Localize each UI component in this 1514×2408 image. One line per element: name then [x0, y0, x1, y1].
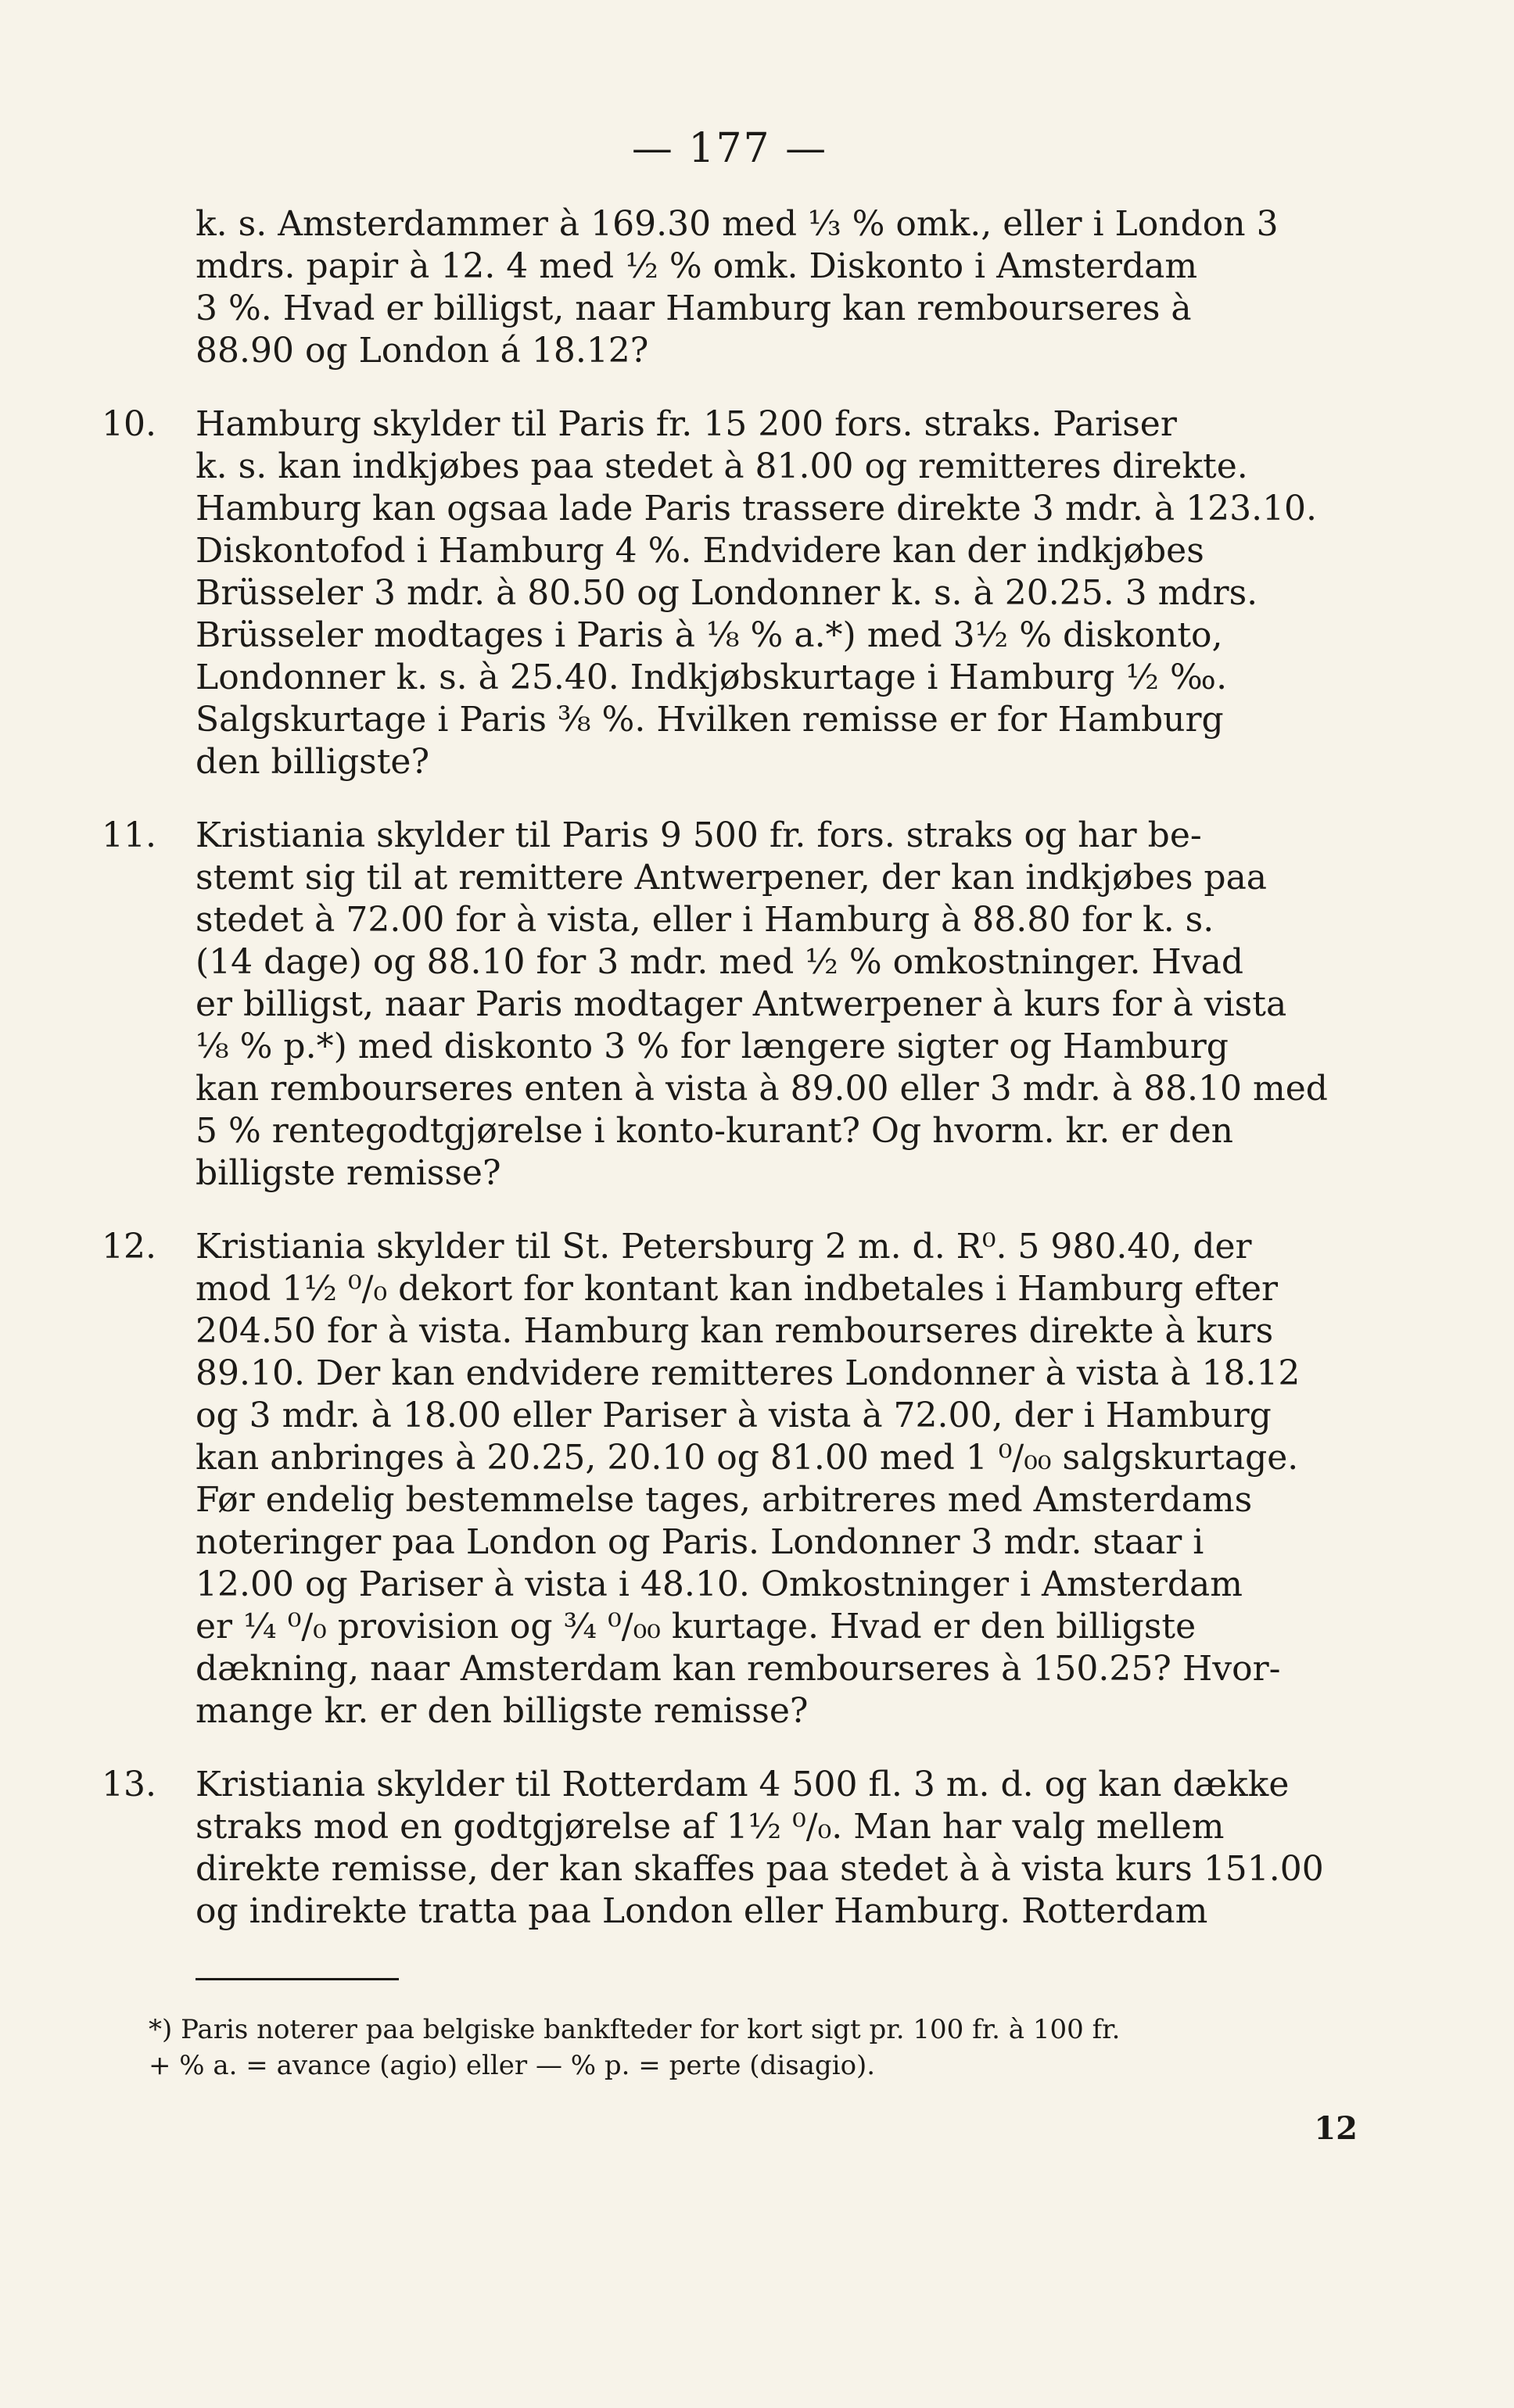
exercise-number: [102, 203, 196, 372]
exercise-text: [196, 1226, 1358, 1733]
text-line: er ¼ ⁰/₀ provision og ¾ ⁰/₀₀ kurtage. Hvad er den billigste: [196, 1607, 1196, 1647]
text-line: Hamburg kan ogsaa lade Paris trassere direkte 3 mdr. à 123.10.: [196, 489, 1318, 529]
text-line: k. s. Amsterdammer à 169.30 med ⅓ % omk., eller i London 3: [196, 204, 1279, 244]
text-line: kan anbringes à 20.25, 20.10 og 81.00 med 1 ⁰/₀₀ salgskurtage.: [196, 1438, 1299, 1478]
exercise-paragraph: [102, 1226, 1358, 1733]
footnote: [102, 2012, 1358, 2084]
text-line: Kristiania skylder til Paris 9 500 fr. fors. straks og har be-: [196, 815, 1202, 855]
text-line: den billigste?: [196, 742, 430, 782]
page-number: — 177 —: [631, 125, 828, 172]
text-line: 3 %. Hvad er billigst, naar Hamburg kan rembourseres à: [196, 288, 1192, 328]
text-line: mod 1½ ⁰/₀ dekort for kontant kan indbetales i Hamburg efter: [196, 1269, 1279, 1309]
exercise-text: [196, 1764, 1358, 1933]
text-line: mange kr. er den billigste remisse?: [196, 1691, 809, 1731]
text-line: og indirekte tratta paa London eller Hamburg. Rotterdam: [196, 1891, 1208, 1931]
exercise-number: 13.: [102, 1765, 156, 1804]
text-line: Før endelig bestemmelse tages, arbitreres med Amsterdams: [196, 1480, 1253, 1520]
text-line: 5 % rentegodtgjørelse i konto-kurant? Og hvorm. kr. er den: [196, 1111, 1233, 1151]
text-line: Kristiania skylder til St. Petersburg 2 m. d. R⁰. 5 980.40, der: [196, 1227, 1252, 1267]
text-line: 204.50 for à vista. Hamburg kan rembourseres direkte à kurs: [196, 1311, 1274, 1351]
text-line: Brüsseler modtages i Paris à ⅛ % a.*) med 3½ % diskonto,: [196, 615, 1223, 655]
text-line: mdrs. papir à 12. 4 med ½ % omk. Diskonto i Amsterdam: [196, 246, 1198, 286]
text-line: 12.00 og Pariser à vista i 48.10. Omkostninger i Amsterdam: [196, 1564, 1243, 1604]
exercise-number: 12.: [102, 1227, 156, 1267]
text-line: direkte remisse, der kan skaffes paa stedet à à vista kurs 151.00: [196, 1849, 1324, 1889]
text-line: stedet à 72.00 for à vista, eller i Hamburg à 88.80 for k. s.: [196, 900, 1214, 940]
text-line: Kristiania skylder til Rotterdam 4 500 fl. 3 m. d. og kan dække: [196, 1765, 1290, 1804]
exercise-text: [196, 403, 1358, 783]
signature-mark: 12: [1314, 2110, 1358, 2147]
text-line: stemt sig til at remittere Antwerpener, der kan indkjøbes paa: [196, 858, 1268, 898]
text-line: billigste remisse?: [196, 1153, 501, 1193]
text-line: Londonner k. s. à 25.40. Indkjøbskurtage i Hamburg ½ ‰.: [196, 658, 1228, 697]
exercise-paragraph: [102, 1764, 1358, 1933]
text-line: Hamburg skylder til Paris fr. 15 200 fors. straks. Pariser: [196, 404, 1177, 444]
exercise-paragraph: [102, 203, 1358, 372]
text-line: ⅛ % p.*) med diskonto 3 % for længere sigter og Hamburg: [196, 1027, 1229, 1066]
exercise-number: 11.: [102, 815, 156, 855]
footnote-line: + % a. = avance (agio) eller — % p. = perte (disagio).: [149, 2050, 876, 2081]
footnote-rule: [196, 1978, 399, 1980]
text-line: noteringer paa London og Paris. Londonner 3 mdr. staar i: [196, 1522, 1204, 1562]
exercise-paragraph: [102, 815, 1358, 1195]
text-line: k. s. kan indkjøbes paa stedet à 81.00 og remitteres direkte.: [196, 446, 1248, 486]
footnote-line: *) Paris noterer paa belgiske bankfteder for kort sigt pr. 100 fr. à 100 fr.: [149, 2014, 1121, 2045]
text-line: og 3 mdr. à 18.00 eller Pariser à vista à 72.00, der i Hamburg: [196, 1396, 1272, 1435]
text-line: 89.10. Der kan endvidere remitteres Londonner à vista à 18.12: [196, 1353, 1301, 1393]
exercise-list: [102, 203, 1358, 1933]
text-line: er billigst, naar Paris modtager Antwerpener à kurs for à vista: [196, 984, 1287, 1024]
text-line: 88.90 og London á 18.12?: [196, 331, 649, 371]
text-line: kan rembourseres enten à vista à 89.00 eller 3 mdr. à 88.10 med: [196, 1069, 1328, 1109]
text-line: (14 dage) og 88.10 for 3 mdr. med ½ % omkostninger. Hvad: [196, 942, 1244, 982]
text-line: Brüsseler 3 mdr. à 80.50 og Londonner k. s. à 20.25. 3 mdrs.: [196, 573, 1258, 613]
text-line: straks mod en godtgjørelse af 1½ ⁰/₀. Man har valg mellem: [196, 1807, 1225, 1847]
exercise-text: [196, 203, 1358, 372]
text-line: Diskontofod i Hamburg 4 %. Endvidere kan der indkjøbes: [196, 531, 1204, 571]
text-line: Salgskurtage i Paris ⅜ %. Hvilken remisse er for Hamburg: [196, 700, 1224, 740]
exercise-paragraph: [102, 403, 1358, 783]
exercise-text: [196, 815, 1358, 1195]
exercise-number: 10.: [102, 404, 156, 444]
text-line: dækning, naar Amsterdam kan rembourseres à 150.25? Hvor-: [196, 1649, 1281, 1689]
